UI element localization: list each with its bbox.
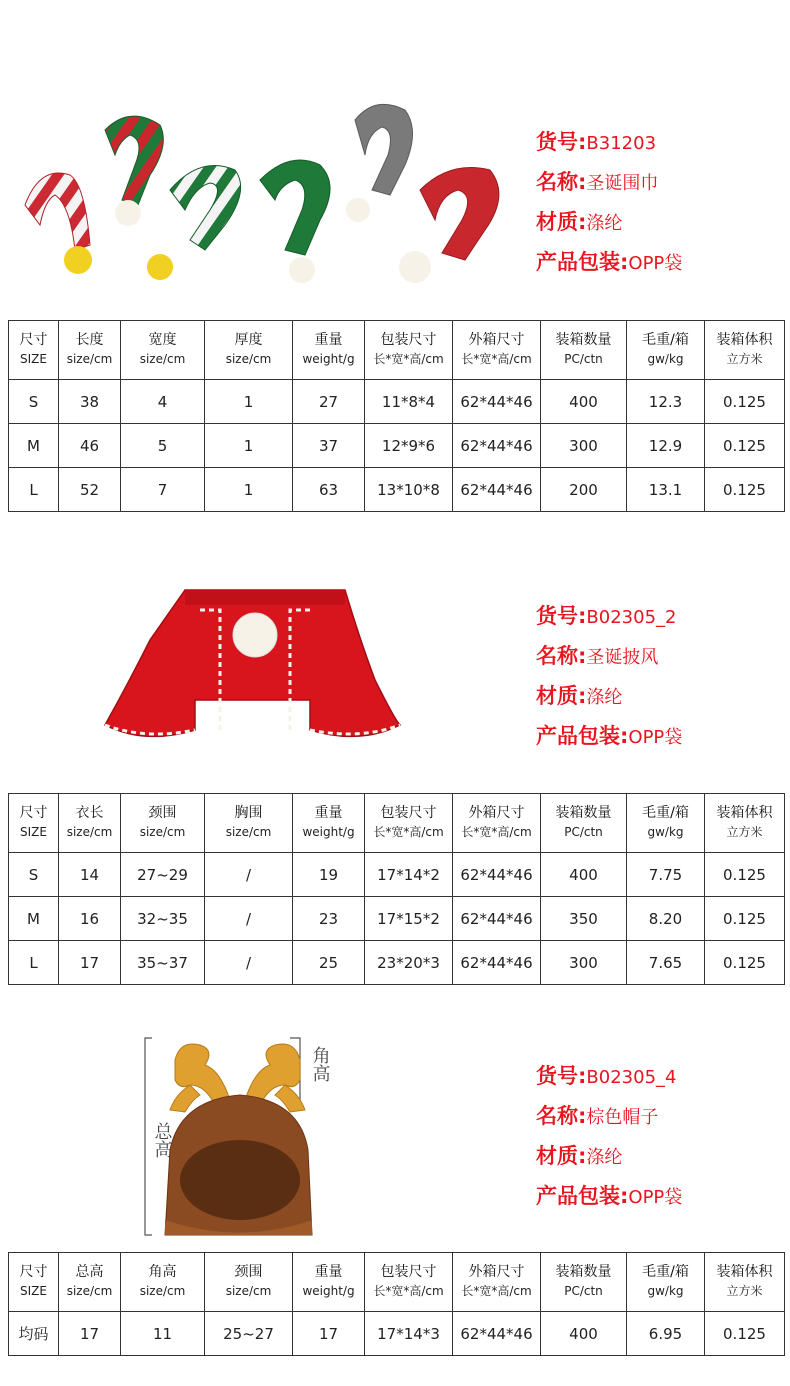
- table-cell: 25~27: [205, 1312, 293, 1356]
- header-title: 装箱数量: [555, 1264, 612, 1280]
- package-label: 产品包装:: [536, 724, 629, 748]
- header-cell: [205, 1253, 293, 1312]
- header-cell: [9, 794, 59, 853]
- product-info-hat: [536, 1056, 682, 1216]
- header-title: 毛重/箱: [642, 332, 689, 348]
- table-cell: 27: [293, 380, 365, 424]
- info-code-row: [536, 1056, 682, 1096]
- header-cell: [205, 321, 293, 380]
- header-cell: [59, 321, 121, 380]
- info-code-row: [536, 122, 682, 162]
- header-cell: [541, 794, 627, 853]
- header-unit: gw/kg: [647, 352, 684, 366]
- name-label: 名称:: [536, 170, 587, 194]
- info-name-row: [536, 636, 682, 676]
- header-cell: [293, 321, 365, 380]
- header-title: 装箱体积: [716, 805, 773, 821]
- table-cell: 300: [541, 941, 627, 985]
- table-cell: 13.1: [627, 468, 705, 512]
- header-cell: [9, 1253, 59, 1312]
- header-unit: SIZE: [20, 1284, 47, 1298]
- header-unit: size/cm: [66, 1284, 113, 1298]
- table-cell: 17: [59, 941, 121, 985]
- table-cell: 350: [541, 897, 627, 941]
- scarf-red-white: [25, 173, 92, 274]
- code-label: 货号:: [536, 130, 587, 154]
- table-row: [9, 941, 785, 985]
- header-title: 胸围: [234, 805, 263, 821]
- table-cell: 400: [541, 1312, 627, 1356]
- header-unit: size/cm: [225, 825, 272, 839]
- header-title: 外箱尺寸: [468, 805, 525, 821]
- table-cell: M: [9, 897, 59, 941]
- table-cell: 0.125: [705, 897, 785, 941]
- spec-table-scarf: [8, 320, 785, 512]
- scarf-red: [399, 168, 499, 284]
- table-cell: 11: [121, 1312, 205, 1356]
- table-cell: 0.125: [705, 468, 785, 512]
- table-cell: 400: [541, 380, 627, 424]
- header-cell: [705, 1253, 785, 1312]
- hat-body: [165, 1095, 312, 1235]
- name-label: 名称:: [536, 1104, 587, 1128]
- table-header-row: [9, 321, 785, 380]
- header-cell: [59, 794, 121, 853]
- table-cell: 17*14*2: [365, 853, 453, 897]
- material-label: 材质:: [536, 210, 587, 234]
- name-value: 棕色帽子: [586, 1107, 659, 1128]
- header-cell: [293, 794, 365, 853]
- material-value: 涤纶: [586, 687, 623, 708]
- header-title: 尺寸: [19, 1264, 48, 1280]
- scarf-gray: [346, 104, 413, 222]
- table-cell: 11*8*4: [365, 380, 453, 424]
- header-unit: 立方米: [726, 1284, 763, 1298]
- header-unit: 长*宽*高/cm: [461, 825, 532, 839]
- package-label: 产品包装:: [536, 1184, 629, 1208]
- table-cell: 52: [59, 468, 121, 512]
- table-cell: M: [9, 424, 59, 468]
- scarf-product-image: [10, 95, 520, 295]
- header-unit: 立方米: [726, 825, 763, 839]
- header-unit: size/cm: [225, 1284, 272, 1298]
- table-cell: 13*10*8: [365, 468, 453, 512]
- header-cell: [121, 1253, 205, 1312]
- table-cell: 63: [293, 468, 365, 512]
- header-unit: 长*宽*高/cm: [461, 1284, 532, 1298]
- header-unit: weight/g: [302, 1284, 355, 1298]
- header-unit: gw/kg: [647, 1284, 684, 1298]
- hat-product-image: [140, 1030, 340, 1245]
- table-cell: 0.125: [705, 941, 785, 985]
- code-value: B02305_2: [586, 607, 677, 628]
- table-row: [9, 853, 785, 897]
- header-unit: PC/ctn: [564, 825, 603, 839]
- header-title: 包装尺寸: [380, 805, 437, 821]
- table-cell: /: [205, 941, 293, 985]
- header-cell: [365, 794, 453, 853]
- header-unit: 长*宽*高/cm: [461, 352, 532, 366]
- table-row: [9, 424, 785, 468]
- table-cell: 23: [293, 897, 365, 941]
- header-unit: SIZE: [20, 825, 47, 839]
- table-cell: 62*44*46: [453, 424, 541, 468]
- header-cell: [627, 1253, 705, 1312]
- table-cell: 7: [121, 468, 205, 512]
- header-cell: [541, 1253, 627, 1312]
- table-cell: 7.65: [627, 941, 705, 985]
- code-label: 货号:: [536, 1064, 587, 1088]
- code-value: B02305_4: [586, 1067, 677, 1088]
- header-unit: 立方米: [726, 352, 763, 366]
- table-cell: 1: [205, 380, 293, 424]
- header-cell: [627, 794, 705, 853]
- table-cell: 62*44*46: [453, 897, 541, 941]
- table-cell: S: [9, 853, 59, 897]
- table-cell: 400: [541, 853, 627, 897]
- product-section-hat: [0, 1020, 790, 1386]
- header-cell: [205, 794, 293, 853]
- spec-table-cape: [8, 793, 785, 985]
- info-package-row: [536, 716, 682, 756]
- info-material-row: [536, 202, 682, 242]
- table-cell: L: [9, 468, 59, 512]
- header-title: 装箱数量: [555, 805, 612, 821]
- header-title: 衣长: [75, 805, 104, 821]
- scarf-green: [260, 160, 330, 283]
- table-cell: 8.20: [627, 897, 705, 941]
- product-info-cape: [536, 596, 682, 756]
- header-unit: PC/ctn: [564, 1284, 603, 1298]
- header-title: 装箱体积: [716, 1264, 773, 1280]
- table-cell: 0.125: [705, 424, 785, 468]
- table-cell: 200: [541, 468, 627, 512]
- header-cell: [9, 321, 59, 380]
- info-package-row: [536, 1176, 682, 1216]
- header-title: 外箱尺寸: [468, 1264, 525, 1280]
- name-value: 圣诞披风: [586, 647, 659, 668]
- header-title: 包装尺寸: [380, 332, 437, 348]
- table-cell: /: [205, 853, 293, 897]
- header-unit: size/cm: [139, 1284, 186, 1298]
- package-value: OPP袋: [628, 1187, 683, 1208]
- scarf-red-green: [105, 116, 163, 226]
- info-code-row: [536, 596, 682, 636]
- header-cell: [453, 321, 541, 380]
- name-value: 圣诞围巾: [586, 173, 659, 194]
- scarf-green-white: [147, 166, 241, 281]
- name-label: 名称:: [536, 644, 587, 668]
- material-label: 材质:: [536, 1144, 587, 1168]
- table-cell: 1: [205, 424, 293, 468]
- material-label: 材质:: [536, 684, 587, 708]
- table-row: [9, 1312, 785, 1356]
- package-label: 产品包装:: [536, 250, 629, 274]
- product-section-cape: [0, 530, 790, 990]
- header-unit: size/cm: [66, 825, 113, 839]
- table-header-row: [9, 794, 785, 853]
- table-cell: 6.95: [627, 1312, 705, 1356]
- table-cell: 均码: [9, 1312, 59, 1356]
- header-unit: SIZE: [20, 352, 47, 366]
- table-cell: 12*9*6: [365, 424, 453, 468]
- table-header-row: [9, 1253, 785, 1312]
- header-title: 包装尺寸: [380, 1264, 437, 1280]
- table-row: [9, 468, 785, 512]
- product-section-scarf: [0, 0, 790, 520]
- header-cell: [453, 1253, 541, 1312]
- table-cell: 12.3: [627, 380, 705, 424]
- header-title: 颈围: [148, 805, 177, 821]
- spec-table-hat: [8, 1252, 785, 1356]
- header-title: 长度: [75, 332, 104, 348]
- table-cell: 25: [293, 941, 365, 985]
- code-value: B31203: [586, 133, 657, 154]
- header-title: 颈围: [234, 1264, 263, 1280]
- header-unit: 长*宽*高/cm: [373, 1284, 444, 1298]
- header-title: 毛重/箱: [642, 805, 689, 821]
- header-title: 厚度: [234, 332, 263, 348]
- header-title: 尺寸: [19, 805, 48, 821]
- header-cell: [365, 1253, 453, 1312]
- header-unit: size/cm: [66, 352, 113, 366]
- header-cell: [627, 321, 705, 380]
- table-cell: 5: [121, 424, 205, 468]
- info-material-row: [536, 676, 682, 716]
- header-title: 角高: [148, 1264, 177, 1280]
- info-package-row: [536, 242, 682, 282]
- header-unit: 长*宽*高/cm: [373, 825, 444, 839]
- table-cell: 0.125: [705, 380, 785, 424]
- material-value: 涤纶: [586, 213, 623, 234]
- table-cell: 23*20*3: [365, 941, 453, 985]
- code-label: 货号:: [536, 604, 587, 628]
- info-name-row: [536, 1096, 682, 1136]
- header-title: 毛重/箱: [642, 1264, 689, 1280]
- package-value: OPP袋: [628, 727, 683, 748]
- table-cell: 17: [59, 1312, 121, 1356]
- header-cell: [121, 321, 205, 380]
- header-unit: weight/g: [302, 352, 355, 366]
- header-title: 总高: [75, 1264, 104, 1280]
- table-cell: 37: [293, 424, 365, 468]
- header-title: 重量: [314, 332, 343, 348]
- table-cell: 4: [121, 380, 205, 424]
- header-title: 重量: [314, 805, 343, 821]
- header-unit: size/cm: [139, 352, 186, 366]
- total-height-label: 总高: [151, 1122, 173, 1158]
- table-cell: S: [9, 380, 59, 424]
- table-cell: 0.125: [705, 853, 785, 897]
- header-title: 宽度: [148, 332, 177, 348]
- table-cell: 35~37: [121, 941, 205, 985]
- header-unit: weight/g: [302, 825, 355, 839]
- package-value: OPP袋: [628, 253, 683, 274]
- header-cell: [293, 1253, 365, 1312]
- table-cell: 7.75: [627, 853, 705, 897]
- header-title: 装箱体积: [716, 332, 773, 348]
- table-cell: 62*44*46: [453, 380, 541, 424]
- table-cell: 300: [541, 424, 627, 468]
- info-material-row: [536, 1136, 682, 1176]
- table-cell: L: [9, 941, 59, 985]
- table-row: [9, 380, 785, 424]
- table-row: [9, 897, 785, 941]
- table-cell: 62*44*46: [453, 941, 541, 985]
- material-value: 涤纶: [586, 1147, 623, 1168]
- table-cell: 12.9: [627, 424, 705, 468]
- header-cell: [121, 794, 205, 853]
- table-cell: 16: [59, 897, 121, 941]
- table-cell: 27~29: [121, 853, 205, 897]
- header-cell: [541, 321, 627, 380]
- header-unit: size/cm: [225, 352, 272, 366]
- header-cell: [705, 794, 785, 853]
- header-cell: [705, 321, 785, 380]
- table-cell: 38: [59, 380, 121, 424]
- table-cell: 32~35: [121, 897, 205, 941]
- header-unit: gw/kg: [647, 825, 684, 839]
- header-title: 尺寸: [19, 332, 48, 348]
- table-cell: 14: [59, 853, 121, 897]
- header-cell: [365, 321, 453, 380]
- table-cell: 19: [293, 853, 365, 897]
- cape-body: [105, 590, 400, 736]
- table-cell: 62*44*46: [453, 468, 541, 512]
- header-cell: [59, 1253, 121, 1312]
- product-info-scarf: [536, 122, 682, 282]
- table-cell: 17*14*3: [365, 1312, 453, 1356]
- cape-product-image: [100, 580, 410, 755]
- header-title: 重量: [314, 1264, 343, 1280]
- table-cell: /: [205, 897, 293, 941]
- table-cell: 17: [293, 1312, 365, 1356]
- table-cell: 17*15*2: [365, 897, 453, 941]
- table-cell: 62*44*46: [453, 853, 541, 897]
- table-cell: 62*44*46: [453, 1312, 541, 1356]
- antler-height-label: 角高: [309, 1046, 331, 1082]
- info-name-row: [536, 162, 682, 202]
- table-cell: 46: [59, 424, 121, 468]
- table-cell: 1: [205, 468, 293, 512]
- header-unit: size/cm: [139, 825, 186, 839]
- header-unit: PC/ctn: [564, 352, 603, 366]
- header-unit: 长*宽*高/cm: [373, 352, 444, 366]
- header-title: 外箱尺寸: [468, 332, 525, 348]
- header-title: 装箱数量: [555, 332, 612, 348]
- header-cell: [453, 794, 541, 853]
- table-cell: 0.125: [705, 1312, 785, 1356]
